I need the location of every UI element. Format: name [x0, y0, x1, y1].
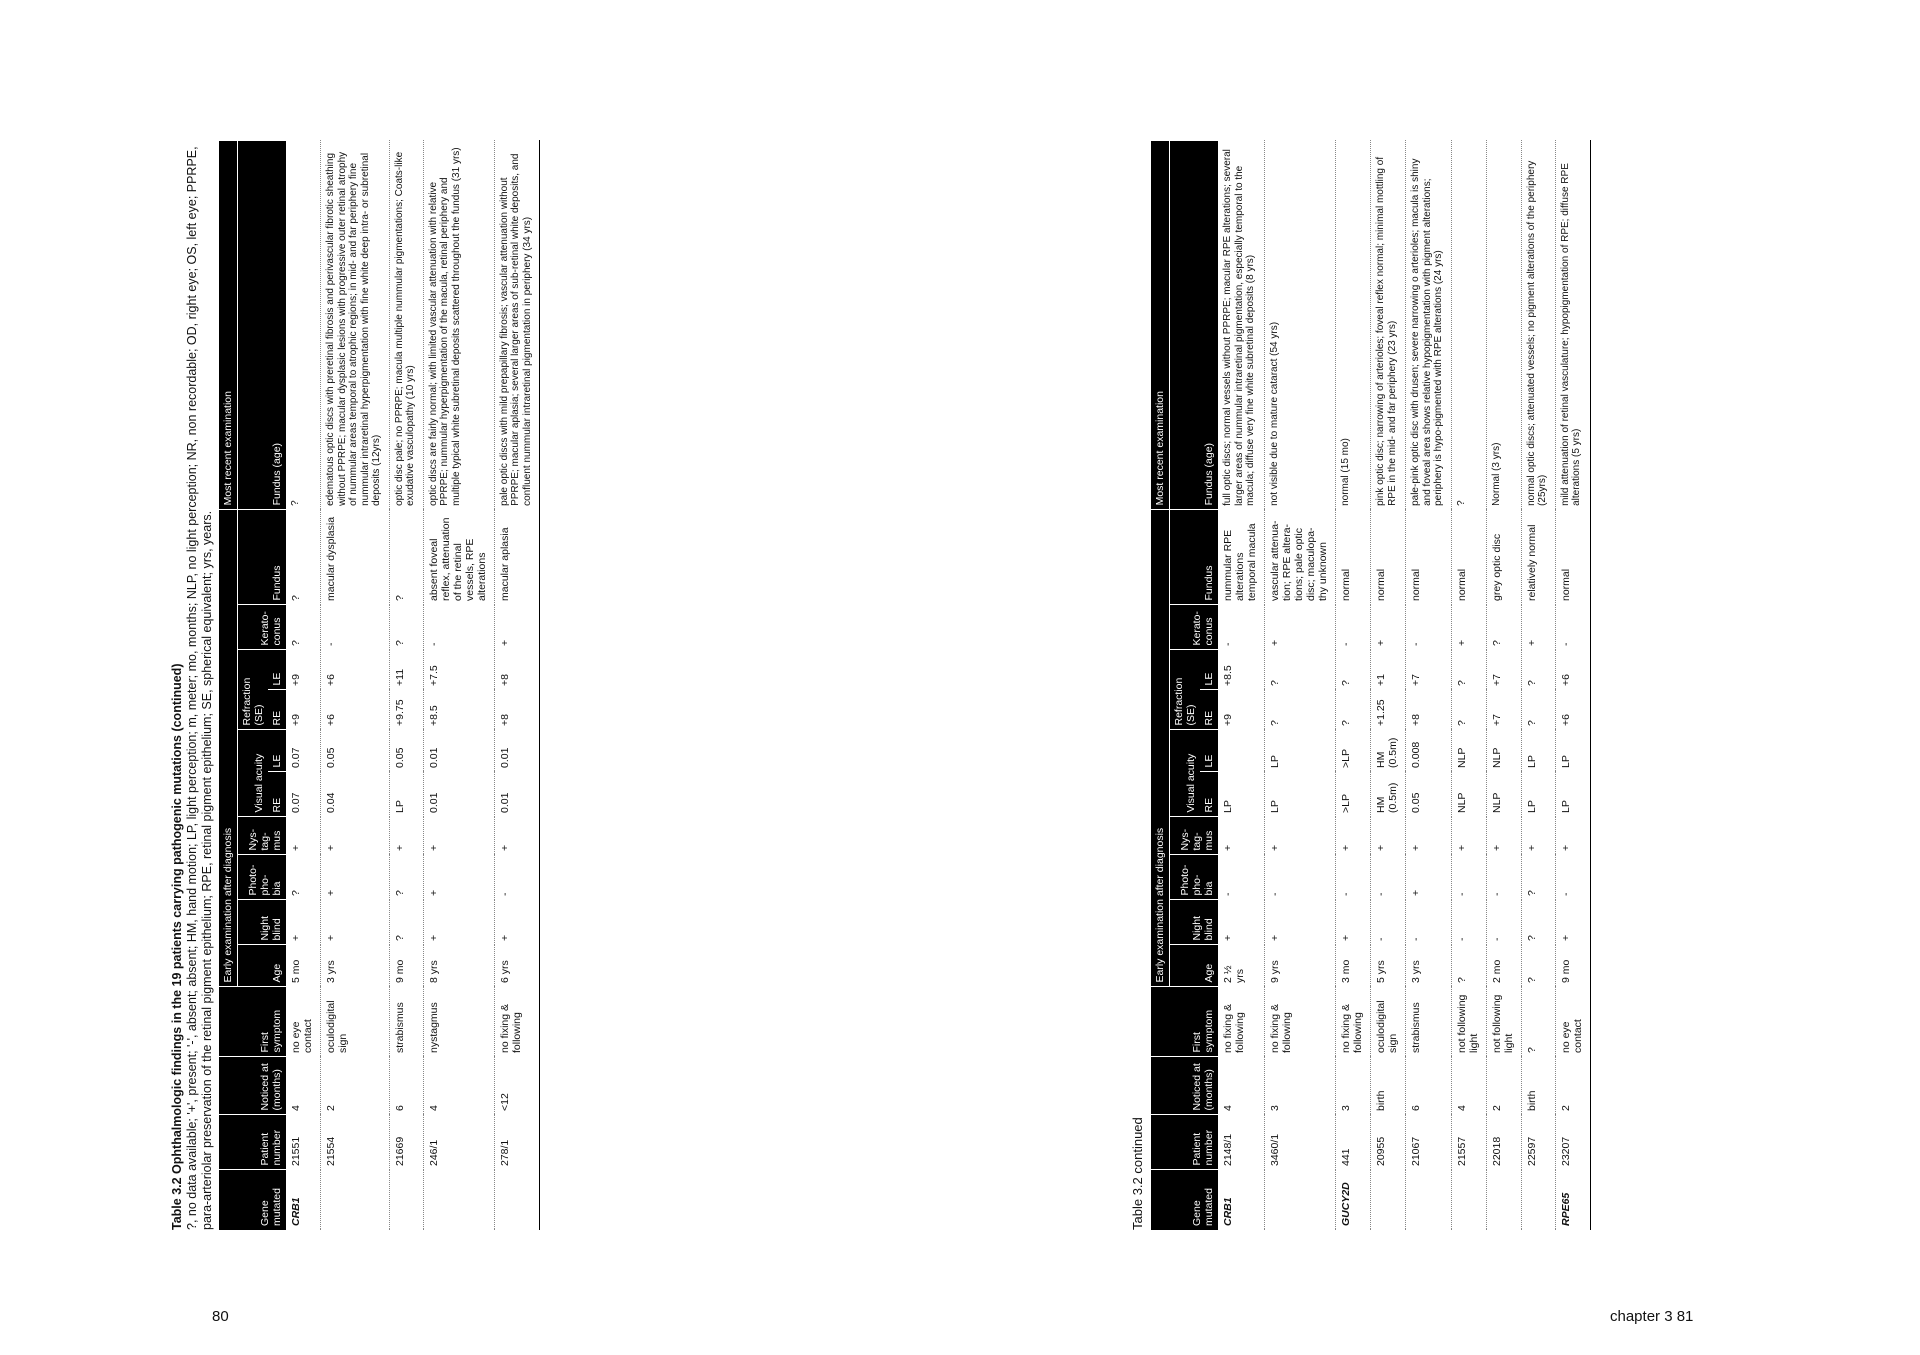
fundus-cell: normal: [1371, 510, 1406, 605]
fundus-age-cell: pale optic discs with mild prepapillary fibrosis; vascular attenuation without PPRPE; macular aplasia; several larger areas of sub-retinal white deposits, and confluent nummular intraretinal pigmentation in periphery (34 yrs): [494, 141, 540, 510]
ref-le-cell: +8.5: [1218, 650, 1265, 690]
patient-cell: 21554: [321, 1115, 390, 1170]
photophobia-cell: +: [321, 855, 390, 900]
noticed-cell: <12: [494, 1057, 540, 1115]
header-photophobia: Photo- pho- bia: [1170, 855, 1219, 900]
night-blind-cell: ?: [389, 900, 423, 945]
gene-cell: [1371, 1170, 1406, 1230]
noticed-cell: birth: [1371, 1057, 1406, 1115]
va-re-cell: >LP: [1336, 772, 1371, 817]
patient-cell: 2148/1: [1218, 1115, 1265, 1170]
fundus-cell: relatively normal: [1521, 510, 1555, 605]
symptom-cell: no eye contact: [1555, 987, 1590, 1057]
header-recent-exam: Most recent examination: [219, 141, 238, 510]
ref-re-cell: +8: [1406, 690, 1452, 730]
noticed-cell: 3: [1265, 1057, 1336, 1115]
va-le-cell: 0.01: [423, 730, 494, 772]
ref-le-cell: ?: [1336, 650, 1371, 690]
keratoconus-cell: +: [1265, 605, 1336, 650]
va-re-cell: LP: [1521, 772, 1555, 817]
patient-cell: 21067: [1406, 1115, 1452, 1170]
night-blind-cell: +: [1555, 900, 1590, 945]
keratoconus-cell: ?: [389, 605, 423, 650]
symptom-cell: nystagmus: [423, 987, 494, 1057]
fundus-cell: absent foveal reflex, attenuation of the retinal vessels, RPE alterations: [423, 510, 494, 605]
ref-le-cell: +7: [1486, 650, 1521, 690]
header-early-exam: Early examination after diagnosis: [219, 510, 238, 987]
patient-cell: 246/1: [423, 1115, 494, 1170]
table-row: [1406, 141, 1452, 1231]
va-re-cell: 0.01: [494, 772, 540, 817]
va-re-cell: 0.01: [423, 772, 494, 817]
patient-cell: 20955: [1371, 1115, 1406, 1170]
noticed-cell: 2: [1486, 1057, 1521, 1115]
page-footer-right: chapter 3 81: [1610, 1308, 1694, 1325]
patient-cell: 278/1: [494, 1115, 540, 1170]
patient-cell: 23207: [1555, 1115, 1590, 1170]
header-ref-le: LE: [1200, 650, 1218, 690]
table-caption-continued: Table 3.2 continued: [1130, 1117, 1145, 1230]
fundus-age-cell: mild attenuation of retinal vasculature; hypopigmentation of RPE; diffuse RPE alterations (5 yrs): [1555, 141, 1590, 510]
header-visual-acuity: Visual acuity: [238, 730, 269, 817]
findings-table-right: [1151, 140, 1591, 1230]
fundus-age-cell: ?: [1451, 141, 1486, 510]
patient-cell: 22018: [1486, 1115, 1521, 1170]
noticed-cell: 4: [286, 1057, 321, 1115]
header-patient: Patient number: [1151, 1115, 1218, 1170]
ref-le-cell: +1: [1371, 650, 1406, 690]
night-blind-cell: +: [1218, 900, 1265, 945]
age-cell: 2 mo: [1486, 945, 1521, 987]
header-night-blind: Night blind: [1170, 900, 1219, 945]
va-le-cell: [1218, 730, 1265, 772]
ref-le-cell: +6: [321, 650, 390, 690]
header-night-blind: Night blind: [238, 900, 287, 945]
keratoconus-cell: +: [494, 605, 540, 650]
ref-le-cell: ?: [1521, 650, 1555, 690]
photophobia-cell: -: [1265, 855, 1336, 900]
age-cell: 2 ½ yrs: [1218, 945, 1265, 987]
header-refraction: Refraction (SE): [238, 650, 269, 730]
night-blind-cell: -: [1406, 900, 1452, 945]
age-cell: ?: [1521, 945, 1555, 987]
header-first-symptom: First symptom: [219, 987, 286, 1057]
va-le-cell: LP: [1521, 730, 1555, 772]
header-ref-le: LE: [268, 650, 286, 690]
header-age: Age: [238, 945, 287, 987]
header-recent-exam: Most recent examination: [1151, 141, 1170, 510]
nystagmus-cell: +: [1218, 817, 1265, 855]
night-blind-cell: ?: [1521, 900, 1555, 945]
fundus-age-cell: optic discs are fairly normal; with limited vascular attenuation with relative PPRPE; nummular hyperpigmentation of the macula, retinal periphery and multiple typical white subretinal deposits scattered throughout the fundus (31 yrs): [423, 141, 494, 510]
age-cell: 6 yrs: [494, 945, 540, 987]
photophobia-cell: +: [1406, 855, 1452, 900]
header-early-exam: Early examination after diagnosis: [1151, 510, 1170, 987]
gene-cell: [1451, 1170, 1486, 1230]
keratoconus-cell: ?: [1486, 605, 1521, 650]
photophobia-cell: ?: [286, 855, 321, 900]
fundus-age-cell: edematous optic discs with preretinal fibrosis and perivascular fibrotic sheathing without PPRPE; macular dysplasic lesions with progressive outer retinal atrophy of nummular areas temporal to atrophic regions; in mid- and far periphery fine nummular intraretinal hyperpigmentation with fine white deep intra- or subretinal deposits (12yrs): [321, 141, 390, 510]
nystagmus-cell: +: [321, 817, 390, 855]
keratoconus-cell: +: [1371, 605, 1406, 650]
patient-cell: 21551: [286, 1115, 321, 1170]
nystagmus-cell: +: [389, 817, 423, 855]
fundus-cell: ?: [389, 510, 423, 605]
age-cell: 8 yrs: [423, 945, 494, 987]
age-cell: 3 yrs: [321, 945, 390, 987]
va-re-cell: LP: [1555, 772, 1590, 817]
header-fundus: Fundus: [238, 510, 287, 605]
ref-re-cell: ?: [1265, 690, 1336, 730]
table-row: [1521, 141, 1555, 1231]
photophobia-cell: -: [1218, 855, 1265, 900]
symptom-cell: ?: [1521, 987, 1555, 1057]
fundus-cell: normal: [1336, 510, 1371, 605]
left-page-content: [170, 140, 770, 1230]
night-blind-cell: +: [494, 900, 540, 945]
fundus-age-cell: Normal (3 yrs): [1486, 141, 1521, 510]
keratoconus-cell: -: [423, 605, 494, 650]
gene-cell: [423, 1170, 494, 1230]
fundus-age-cell: full optic discs; normal vessels without PPRPE; macular RPE alterations; several larger areas of nummular intraretinal pigmentation, especially temporal to the macula; diffuse very fine white subretinal deposits (8 yrs): [1218, 141, 1265, 510]
header-keratoconus: Kerato- conus: [1170, 605, 1219, 650]
table-row: [1486, 141, 1521, 1231]
photophobia-cell: ?: [1521, 855, 1555, 900]
fundus-age-cell: ?: [286, 141, 321, 510]
ref-re-cell: ?: [1521, 690, 1555, 730]
keratoconus-cell: -: [1555, 605, 1590, 650]
noticed-cell: birth: [1521, 1057, 1555, 1115]
header-noticed: Noticed at (months): [219, 1057, 286, 1115]
fundus-cell: normal: [1406, 510, 1452, 605]
night-blind-cell: -: [1371, 900, 1406, 945]
header-patient: Patient number: [219, 1115, 286, 1170]
age-cell: 3 mo: [1336, 945, 1371, 987]
fundus-cell: vascular attenua- tion; RPE altera- tions; pale optic disc; maculopa- thy unknown: [1265, 510, 1336, 605]
photophobia-cell: +: [423, 855, 494, 900]
table-row: [1555, 141, 1590, 1231]
ref-re-cell: +6: [1555, 690, 1590, 730]
noticed-cell: 6: [389, 1057, 423, 1115]
night-blind-cell: +: [321, 900, 390, 945]
ref-le-cell: +6: [1555, 650, 1590, 690]
keratoconus-cell: -: [321, 605, 390, 650]
table-caption: [170, 140, 215, 1230]
fundus-cell: normal: [1451, 510, 1486, 605]
gene-cell: [1406, 1170, 1452, 1230]
keratoconus-cell: ?: [286, 605, 321, 650]
fundus-cell: nummular RPE alterations temporal macula: [1218, 510, 1265, 605]
caption-abbreviations: ?, no data available; '+', present; '-', absent; absent; HM, hand motion; LP, light perception; m, meter; mo, months; NLP, no light perception; NR, non recordable; OD, right eye; OS, left eye; PPRPE, para-arteriolar preservation of the retinal pigment epithelium; RPE, retinal pigment epithelium; SE, spherical equivalent; yrs, years.: [185, 146, 214, 1230]
keratoconus-cell: -: [1218, 605, 1265, 650]
fundus-age-cell: normal optic discs; attenuated vessels; no pigment alterations of the periphery (25yrs): [1521, 141, 1555, 510]
fundus-age-cell: pink optic disc; narrowing of arterioles; foveal reflex normal; minimal mottling of RPE in the mid- and far periphery (23 yrs): [1371, 141, 1406, 510]
noticed-cell: 2: [321, 1057, 390, 1115]
ref-re-cell: +7: [1486, 690, 1521, 730]
ref-re-cell: +6: [321, 690, 390, 730]
patient-cell: 3460/1: [1265, 1115, 1336, 1170]
nystagmus-cell: +: [1555, 817, 1590, 855]
patient-cell: 21669: [389, 1115, 423, 1170]
table-row: [321, 141, 390, 1231]
gene-cell: RPE65: [1555, 1170, 1590, 1230]
gene-cell: [494, 1170, 540, 1230]
table-row: [1265, 141, 1336, 1231]
age-cell: 5 mo: [286, 945, 321, 987]
ref-re-cell: ?: [1451, 690, 1486, 730]
va-re-cell: 0.04: [321, 772, 390, 817]
symptom-cell: not following light: [1451, 987, 1486, 1057]
fundus-cell: normal: [1555, 510, 1590, 605]
right-page-content: [1130, 140, 1835, 1230]
ref-le-cell: ?: [1265, 650, 1336, 690]
ref-re-cell: +9.75: [389, 690, 423, 730]
age-cell: 9 yrs: [1265, 945, 1336, 987]
va-le-cell: HM (0.5m): [1371, 730, 1406, 772]
gene-cell: [321, 1170, 390, 1230]
left-page: [170, 140, 770, 1230]
header-va-re: RE: [268, 772, 286, 817]
header-ref-re: RE: [1200, 690, 1218, 730]
header-keratoconus: Kerato- conus: [238, 605, 287, 650]
ref-re-cell: +1.25: [1371, 690, 1406, 730]
noticed-cell: 6: [1406, 1057, 1452, 1115]
patient-cell: 21557: [1451, 1115, 1486, 1170]
patient-cell: 22597: [1521, 1115, 1555, 1170]
header-gene: Gene mutated: [219, 1170, 286, 1230]
photophobia-cell: -: [1451, 855, 1486, 900]
night-blind-cell: +: [1265, 900, 1336, 945]
header-fundus: Fundus: [1170, 510, 1219, 605]
night-blind-cell: +: [423, 900, 494, 945]
header-nystagmus: Nys- tag- mus: [1170, 817, 1219, 855]
nystagmus-cell: +: [494, 817, 540, 855]
age-cell: 9 mo: [389, 945, 423, 987]
va-le-cell: NLP: [1486, 730, 1521, 772]
table-row: [494, 141, 540, 1231]
findings-table-left: [219, 140, 540, 1230]
keratoconus-cell: +: [1521, 605, 1555, 650]
header-ref-re: RE: [268, 690, 286, 730]
va-re-cell: 0.05: [1406, 772, 1452, 817]
va-re-cell: HM (0.5m): [1371, 772, 1406, 817]
table-row: [389, 141, 423, 1231]
photophobia-cell: -: [1555, 855, 1590, 900]
gene-cell: [389, 1170, 423, 1230]
table-row: [423, 141, 494, 1231]
header-va-re: RE: [1200, 772, 1218, 817]
fundus-age-cell: pale-pink optic disc with drusen; severe narrowing o arterioles; macula is shiny and foveal area shows relative hypopigmentation with pigment alterations; periphery is hypo-pigmented with RPE alterations (24 yrs): [1406, 141, 1452, 510]
header-va-le: LE: [268, 730, 286, 772]
symptom-cell: no fixing & following: [1218, 987, 1265, 1057]
symptom-cell: strabismus: [389, 987, 423, 1057]
night-blind-cell: +: [286, 900, 321, 945]
noticed-cell: 4: [1451, 1057, 1486, 1115]
header-age: Age: [1170, 945, 1219, 987]
nystagmus-cell: +: [286, 817, 321, 855]
nystagmus-cell: +: [1486, 817, 1521, 855]
ref-le-cell: ?: [1451, 650, 1486, 690]
gene-cell: CRB1: [286, 1170, 321, 1230]
gene-cell: [1265, 1170, 1336, 1230]
nystagmus-cell: +: [1371, 817, 1406, 855]
fundus-age-cell: not visible due to mature cataract (54 yrs): [1265, 141, 1336, 510]
fundus-cell: ?: [286, 510, 321, 605]
va-re-cell: LP: [1265, 772, 1336, 817]
fundus-cell: macular aplasia: [494, 510, 540, 605]
va-re-cell: NLP: [1486, 772, 1521, 817]
fundus-cell: macular dysplasia: [321, 510, 390, 605]
va-le-cell: LP: [1555, 730, 1590, 772]
va-le-cell: 0.05: [321, 730, 390, 772]
keratoconus-cell: -: [1406, 605, 1452, 650]
header-photophobia: Photo- pho- bia: [238, 855, 287, 900]
nystagmus-cell: +: [1451, 817, 1486, 855]
page-number-left: 80: [212, 1308, 229, 1325]
gene-cell: [1521, 1170, 1555, 1230]
symptom-cell: oculodigital sign: [1371, 987, 1406, 1057]
table-row: [1371, 141, 1406, 1231]
fundus-age-cell: optic disc pale; no PPRPE; macula multiple nummular pigmentations; Coats-like exudative vasculopathy (10 yrs): [389, 141, 423, 510]
nystagmus-cell: +: [1336, 817, 1371, 855]
right-page: [1130, 140, 1835, 1230]
noticed-cell: 4: [1218, 1057, 1265, 1115]
va-re-cell: 0.07: [286, 772, 321, 817]
gene-cell: [1486, 1170, 1521, 1230]
ref-re-cell: +8: [494, 690, 540, 730]
photophobia-cell: -: [494, 855, 540, 900]
nystagmus-cell: +: [1521, 817, 1555, 855]
age-cell: ?: [1451, 945, 1486, 987]
fundus-age-cell: normal (15 mo): [1336, 141, 1371, 510]
nystagmus-cell: +: [1406, 817, 1452, 855]
noticed-cell: 4: [423, 1057, 494, 1115]
ref-le-cell: +11: [389, 650, 423, 690]
header-nystagmus: Nys- tag- mus: [238, 817, 287, 855]
va-le-cell: 0.07: [286, 730, 321, 772]
noticed-cell: 2: [1555, 1057, 1590, 1115]
header-refraction: Refraction (SE): [1170, 650, 1201, 730]
header-visual-acuity: Visual acuity: [1170, 730, 1201, 817]
ref-le-cell: +9: [286, 650, 321, 690]
ref-re-cell: ?: [1336, 690, 1371, 730]
photophobia-cell: -: [1486, 855, 1521, 900]
photophobia-cell: -: [1371, 855, 1406, 900]
night-blind-cell: +: [1336, 900, 1371, 945]
fundus-cell: grey optic disc: [1486, 510, 1521, 605]
va-re-cell: NLP: [1451, 772, 1486, 817]
va-le-cell: 0.05: [389, 730, 423, 772]
va-re-cell: LP: [1218, 772, 1265, 817]
va-re-cell: LP: [389, 772, 423, 817]
header-fundus-age: Fundus (age): [238, 141, 287, 510]
keratoconus-cell: -: [1336, 605, 1371, 650]
gene-cell: GUCY2D: [1336, 1170, 1371, 1230]
nystagmus-cell: +: [423, 817, 494, 855]
age-cell: 5 yrs: [1371, 945, 1406, 987]
va-le-cell: LP: [1265, 730, 1336, 772]
gene-cell: CRB1: [1218, 1170, 1265, 1230]
table-row: [286, 141, 321, 1231]
noticed-cell: 3: [1336, 1057, 1371, 1115]
night-blind-cell: -: [1451, 900, 1486, 945]
header-fundus-age: Fundus (age): [1170, 141, 1219, 510]
patient-cell: 441: [1336, 1115, 1371, 1170]
va-le-cell: >LP: [1336, 730, 1371, 772]
symptom-cell: not following light: [1486, 987, 1521, 1057]
ref-re-cell: +9: [286, 690, 321, 730]
symptom-cell: no eye contact: [286, 987, 321, 1057]
table-row: [1451, 141, 1486, 1231]
ref-re-cell: +8.5: [423, 690, 494, 730]
ref-le-cell: +7.5: [423, 650, 494, 690]
photophobia-cell: ?: [389, 855, 423, 900]
table-row: [1336, 141, 1371, 1231]
table-row: [1218, 141, 1265, 1231]
ref-le-cell: +8: [494, 650, 540, 690]
va-le-cell: 0.01: [494, 730, 540, 772]
nystagmus-cell: +: [1265, 817, 1336, 855]
symptom-cell: no fixing & following: [494, 987, 540, 1057]
caption-title: Table 3.2 Ophthalmologic findings in the 19 patients carrying pathogenic mutations (continued): [170, 663, 184, 1230]
ref-re-cell: +9: [1218, 690, 1265, 730]
symptom-cell: no fixing & following: [1336, 987, 1371, 1057]
header-gene: Gene mutated: [1151, 1170, 1218, 1230]
header-first-symptom: First symptom: [1151, 987, 1218, 1057]
night-blind-cell: -: [1486, 900, 1521, 945]
keratoconus-cell: +: [1451, 605, 1486, 650]
symptom-cell: strabismus: [1406, 987, 1452, 1057]
symptom-cell: no fixing & following: [1265, 987, 1336, 1057]
header-va-le: LE: [1200, 730, 1218, 772]
header-noticed: Noticed at (months): [1151, 1057, 1218, 1115]
ref-le-cell: +7: [1406, 650, 1452, 690]
va-le-cell: 0.008: [1406, 730, 1452, 772]
photophobia-cell: -: [1336, 855, 1371, 900]
age-cell: 3 yrs: [1406, 945, 1452, 987]
symptom-cell: oculodigital sign: [321, 987, 390, 1057]
va-le-cell: NLP: [1451, 730, 1486, 772]
age-cell: 9 mo: [1555, 945, 1590, 987]
